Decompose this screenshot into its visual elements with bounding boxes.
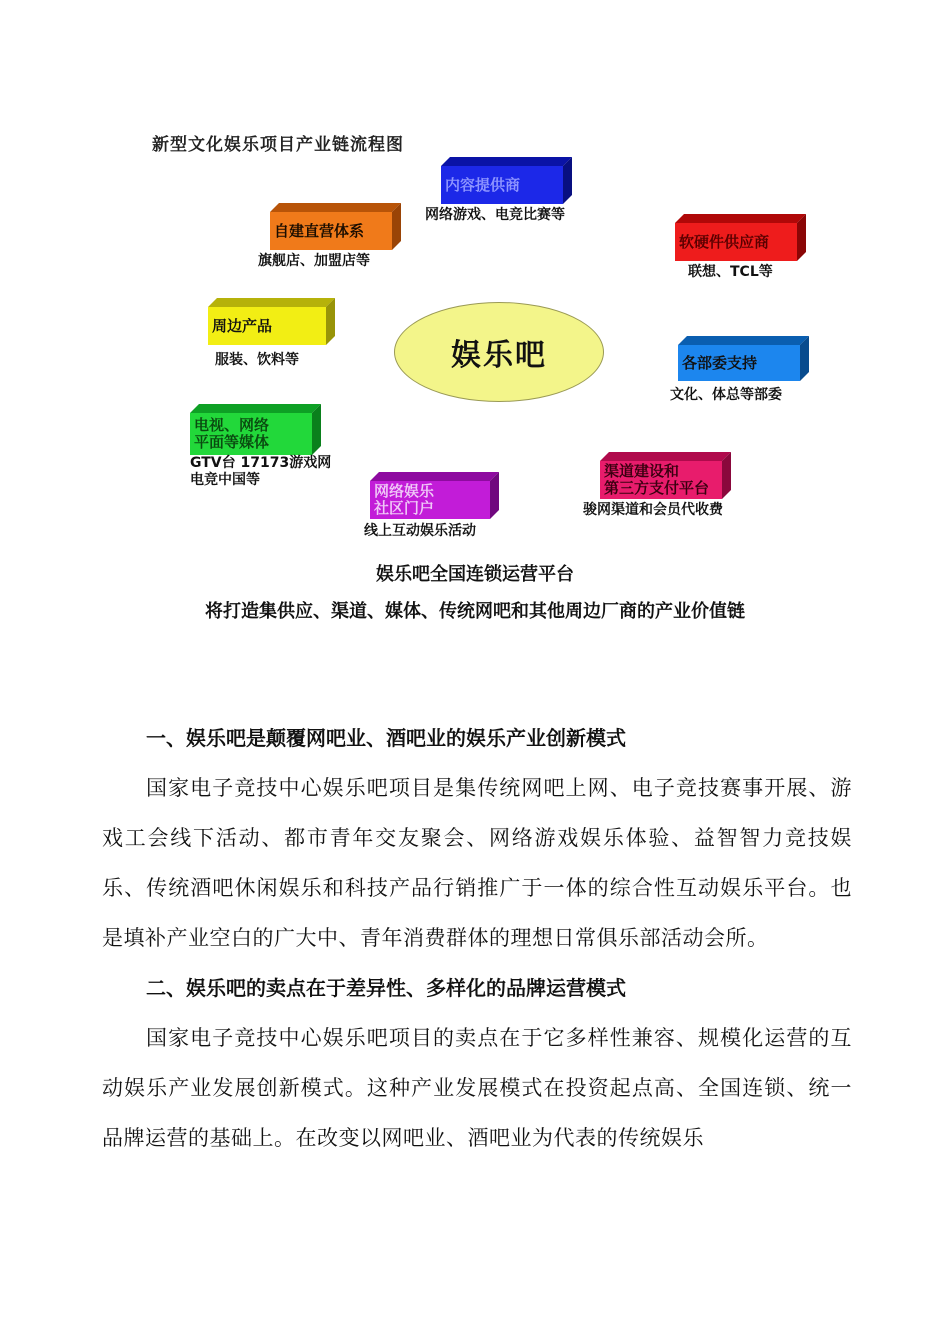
node-caption: GTV台 17173游戏网 电竞中国等 bbox=[190, 455, 332, 488]
node-caption: 文化、体总等部委 bbox=[670, 387, 782, 403]
paragraph-2: 国家电子竞技中心娱乐吧项目的卖点在于它多样性兼容、规模化运营的互动娱乐产业发展创新模式。这种产业发展模式在投资起点高、全国连锁、统一品牌运营的基础上。在改变以网吧业、酒吧业为代表的传统娱乐 bbox=[102, 1026, 852, 1150]
diagram-subtitle-1: 娱乐吧全国连锁运营平台 bbox=[376, 564, 574, 585]
article-body bbox=[102, 713, 852, 1163]
node-label: 渠道建设和 第三方支付平台 bbox=[600, 461, 722, 499]
node-label: 网络娱乐 社区门户 bbox=[370, 481, 490, 519]
center-label: 娱乐吧 bbox=[451, 338, 547, 373]
section-heading-1: 一、娱乐吧是颠覆网吧业、酒吧业的娱乐产业创新模式 bbox=[146, 726, 626, 750]
node-label: 电视、网络 平面等媒体 bbox=[190, 413, 312, 455]
node-caption: 旗舰店、加盟店等 bbox=[258, 253, 370, 269]
section-heading-2: 二、娱乐吧的卖点在于差异性、多样化的品牌运营模式 bbox=[146, 976, 626, 1000]
node-caption: 网络游戏、电竞比赛等 bbox=[425, 207, 565, 223]
node-caption: 服装、饮料等 bbox=[215, 352, 299, 368]
node-label: 自建直营体系 bbox=[270, 212, 392, 250]
node-caption: 骏网渠道和会员代收费 bbox=[583, 502, 723, 518]
node-label: 软硬件供应商 bbox=[675, 223, 797, 261]
industry-chain-diagram bbox=[0, 0, 950, 640]
node-label: 内容提供商 bbox=[441, 166, 563, 204]
node-caption: 联想、TCL等 bbox=[688, 264, 773, 280]
diagram-subtitle-2: 将打造集供应、渠道、媒体、传统网吧和其他周边厂商的产业价值链 bbox=[205, 601, 745, 622]
node-label: 各部委支持 bbox=[678, 345, 800, 381]
node-caption: 线上互动娱乐活动 bbox=[364, 523, 476, 539]
paragraph-1: 国家电子竞技中心娱乐吧项目是集传统网吧上网、电子竞技赛事开展、游戏工会线下活动、都市青年交友聚会、网络游戏娱乐体验、益智智力竞技娱乐、传统酒吧休闲娱乐和科技产品行销推广于一体的综合性互动娱乐平台。也是填补产业空白的广大中、青年消费群体的理想日常俱乐部活动会所。 bbox=[102, 776, 852, 950]
node-label: 周边产品 bbox=[208, 307, 326, 345]
diagram-title: 新型文化娱乐项目产业链流程图 bbox=[152, 135, 404, 155]
center-ellipse bbox=[394, 302, 604, 402]
